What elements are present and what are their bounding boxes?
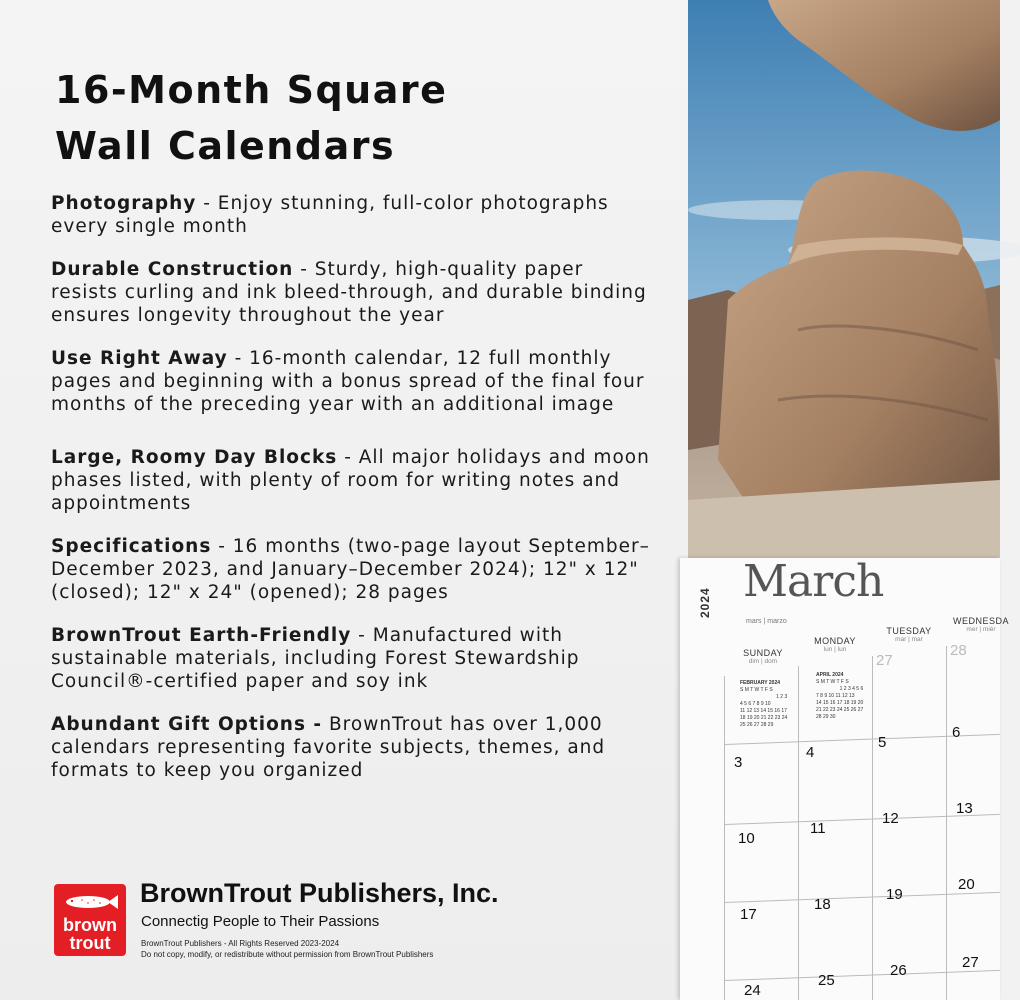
feature-heading: Photography xyxy=(51,193,197,214)
day-cell: 27 xyxy=(962,954,979,971)
mini-calendar-row: 11 12 13 14 15 16 17 xyxy=(740,708,787,714)
day-cell: 20 xyxy=(958,876,975,893)
mini-calendar-row: 14 15 16 17 18 19 20 xyxy=(816,700,864,706)
feature-heading: Use Right Away xyxy=(51,348,228,369)
calendar-preview xyxy=(680,0,1009,1000)
grid-line xyxy=(872,656,873,1000)
feature-text: - 16-month calendar, 12 full monthly pages and beginning with a bonus spread of the final four months of the preceding year with an additional image xyxy=(51,348,645,415)
day-cell: 24 xyxy=(744,982,761,999)
feature-item xyxy=(51,713,651,782)
usage-notice: Do not copy, modify, or redistribute without permission from BrownTrout Publishers xyxy=(141,950,434,959)
feature-list xyxy=(51,192,651,802)
feature-text: - 16 months (two-page layout September–December 2023, and January–December 2024); 12" x 12" (closed); 12" x 24" (opened); 28 pages xyxy=(51,536,650,603)
mini-calendar-row: 4 5 6 7 8 9 10 xyxy=(740,701,771,707)
day-cell: 3 xyxy=(734,754,743,771)
feature-item xyxy=(51,258,651,327)
day-header-wednesday xyxy=(942,616,1020,633)
day-cell: 19 xyxy=(886,886,903,903)
day-header-monday xyxy=(796,636,874,653)
day-cell: 12 xyxy=(882,810,899,827)
calendar-page xyxy=(680,556,1009,1000)
mini-calendar-row: 1 2 3 xyxy=(776,694,788,700)
browntrout-logo xyxy=(54,884,126,956)
copyright-notice: BrownTrout Publishers - All Rights Reserved 2023-2024 xyxy=(141,939,340,948)
calendar-year: 2024 xyxy=(698,587,712,618)
trout-icon xyxy=(60,892,120,912)
tagline: Connectig People to Their Passions xyxy=(141,913,380,930)
feature-heading: BrownTrout Earth-Friendly xyxy=(51,625,352,646)
calendar-month: March xyxy=(743,556,884,607)
grid-line xyxy=(946,646,947,1000)
day-name-translation: mer | miér xyxy=(966,626,996,633)
day-cell: 25 xyxy=(818,972,835,989)
calendar-photo xyxy=(688,0,1000,562)
day-name: SUNDAY xyxy=(743,648,783,658)
mini-calendar-title: APRIL 2024 xyxy=(816,672,844,678)
day-name: WEDNESDA xyxy=(952,616,1009,626)
title-line-2: Wall Calendars xyxy=(55,124,396,168)
mini-calendar-february xyxy=(740,680,787,729)
feature-text: - All major holidays and moon phases listed, with plenty of room for writing notes and appointments xyxy=(51,447,650,514)
mini-calendar-row: 28 29 30 xyxy=(816,714,836,720)
day-cell: 4 xyxy=(806,744,815,761)
feature-item xyxy=(51,446,651,515)
feature-item xyxy=(51,347,651,416)
mini-calendar-row: 25 26 27 28 29 xyxy=(740,722,774,728)
logo-text-trout: trout xyxy=(69,933,111,953)
day-cell: 5 xyxy=(878,734,887,751)
day-name: MONDAY xyxy=(814,636,856,646)
logo-text-brown: brown xyxy=(63,915,117,935)
mini-calendar-row: 21 22 23 24 25 26 27 xyxy=(816,707,864,713)
mini-calendar-title: FEBRUARY 2024 xyxy=(740,680,781,686)
feature-heading: Large, Roomy Day Blocks xyxy=(51,447,338,468)
grid-line xyxy=(724,676,725,1000)
day-cell: 10 xyxy=(738,830,755,847)
feature-item xyxy=(51,535,651,604)
day-header-sunday xyxy=(724,648,802,665)
day-header-tuesday xyxy=(870,626,948,643)
feature-item xyxy=(51,624,651,693)
day-cell: 11 xyxy=(810,820,826,837)
page-title xyxy=(55,62,655,174)
grid-line xyxy=(724,892,1000,903)
day-cell: 17 xyxy=(740,906,757,923)
calendar-month-translation: mars | marzo xyxy=(746,618,787,625)
day-name: TUESDAY xyxy=(886,626,932,636)
day-name-translation: lun | lun xyxy=(823,646,847,653)
feature-text: - Sturdy, high-quality paper resists curling and ink bleed-through, and durable binding ensures longevity throughout the year xyxy=(51,259,647,326)
feature-text: - Manufactured with sustainable materials, including Forest Stewardship Council®-certified paper and soy ink xyxy=(51,625,580,692)
grid-line xyxy=(724,970,1000,981)
day-cell-prev-month: 28 xyxy=(950,642,967,659)
feature-heading: Durable Construction xyxy=(51,259,294,280)
feature-text: BrownTrout has over 1,000 calendars representing favorite subjects, themes, and formats to keep you organized xyxy=(51,714,606,781)
mini-calendar-row: 7 8 9 10 11 12 13 xyxy=(816,693,855,699)
day-cell: 6 xyxy=(952,724,961,741)
feature-heading: Specifications xyxy=(51,536,212,557)
day-cell-prev-month: 27 xyxy=(876,652,893,669)
feature-text: - Enjoy stunning, full-color photographs every single month xyxy=(51,193,609,237)
hoodoo-rock-photo xyxy=(688,0,1000,562)
mini-calendar-april xyxy=(816,672,863,721)
mini-calendar-row: 1 2 3 4 5 6 xyxy=(839,686,864,692)
day-cell: 26 xyxy=(890,962,907,979)
grid-line xyxy=(798,666,799,1000)
day-name-translation: dim | dom xyxy=(748,658,778,665)
day-name-translation: mar | mar xyxy=(895,636,923,643)
company-name: BrownTrout Publishers, Inc. xyxy=(140,878,499,908)
mini-calendar-weekdays: S M T W T F S xyxy=(816,679,849,685)
mini-calendar-weekdays: S M T W T F S xyxy=(740,687,773,693)
feature-item xyxy=(51,192,651,238)
mini-calendar-row: 18 19 20 21 22 23 24 xyxy=(740,715,788,721)
title-line-1: 16-Month Square xyxy=(55,68,448,112)
feature-heading: Abundant Gift Options - xyxy=(51,714,323,735)
day-cell: 18 xyxy=(814,896,831,913)
day-cell: 13 xyxy=(956,800,973,817)
